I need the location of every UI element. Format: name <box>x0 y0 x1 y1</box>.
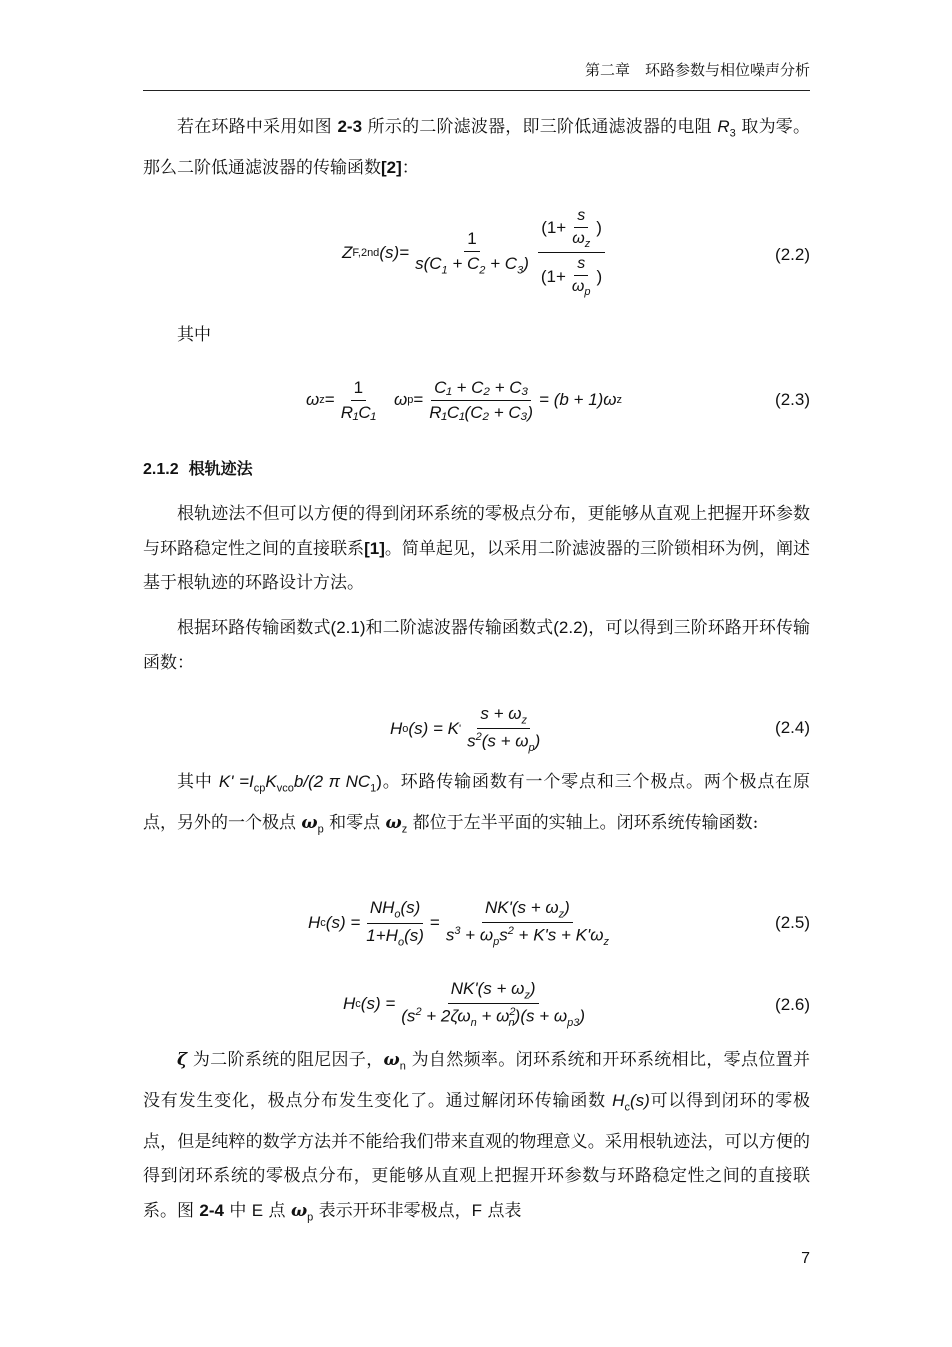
eq22-lhs-sub: F,2nd <box>352 246 380 259</box>
cite-1: [1] <box>364 538 385 558</box>
eq-number-2-2: (2.2) <box>775 245 810 264</box>
eq-number-2-4: (2.4) <box>775 718 810 737</box>
eq26-frac: $\frac{NK'(s + \omega_z)}{(s^2 + 2\zeta\omega_n + \omega^2_n)(s + \omega_{p3})}$ <box>401 978 586 1030</box>
eq23-frac-1: $\frac{1}{\text{R₁C₁}}$ <box>340 377 376 422</box>
eq-number-2-6: (2.6) <box>775 995 810 1014</box>
section-title: 根轨迹法 <box>188 459 253 478</box>
p1-text-c: 取为零。那么二阶低通滤波器的传输函数 <box>143 117 811 178</box>
eq22-frac-2 <box>538 207 605 298</box>
eq25-frac-2: $\frac{NK'(s + \omega_z)}{s^3 + \omega_ps^2 + K's + K'\omega_z}$ <box>445 897 609 949</box>
eq25-frac-1: $\frac{NH_o(s)}{1+H_o(s)}$ <box>366 898 424 948</box>
p1-text-a: 若在环路中采用如图 <box>177 117 338 137</box>
fig-ref-2-3: 2-3 <box>337 117 363 136</box>
running-header: 第二章 环路参数与相位噪声分析 <box>584 61 810 79</box>
var-r-sub: 3 <box>729 127 736 140</box>
p1-text-d: ： <box>401 157 419 178</box>
var-r: R <box>717 117 730 136</box>
header-rule <box>143 90 810 91</box>
eq-number-2-5: (2.5) <box>775 913 810 932</box>
cite-2: [2] <box>381 157 402 177</box>
eq22-bottom: (1+ $\frac{s}{\omega_p}$ ) <box>540 255 603 299</box>
page-number: 7 <box>801 1250 810 1267</box>
eq23-frac-2: $\frac{\text{C₁ + C₂ + C₃}}{\text{R₁C₁(C₂ + C₃)}}$ <box>429 377 534 422</box>
paragraph-poles: 其中 $K' =I_{cp}K_{vco}b/(2$ π $NC_1$)。环路传输函数有一个零点和三个极点。两个极点在原点，另外的一个极点 $\omega_p$ 和零点 $\omega_z$ 都位于左半平面的实轴上。闭环系统传输函数: <box>143 772 811 836</box>
equation-2-2 <box>342 205 608 300</box>
equation-2-6: H c (s) = $\frac{NK'(s + \omega_z)}{(s^2 + 2\zeta\omega_n + \omega^2_n)(s + \omega_{p3})}$ <box>343 975 591 1033</box>
equation-2-5: H c (s) = $\frac{NH_o(s)}{1+H_o(s)}$ = $\frac{NK'(s + \omega_z)}{s^3 + \omega_ps^2 + K's + K'\omega_z}$ <box>308 893 615 953</box>
eq22-lhs: Z <box>342 242 353 262</box>
section-number: 2.1.2 <box>143 461 179 478</box>
eq24-frac: $\frac{s + \omega_z}{s^2(s + \omega_p)}$ <box>467 703 541 755</box>
paragraph-closed-loop: ζ 为二阶系统的阻尼因子，$\omega_n$ 为自然频率。闭环系统和开环系统相比，零点位置并没有发生变化，极点分布发生变化了。通过解闭环传输函数 $H_c(s)$可以得到闭环的零极点，但是纯粹的数学方法并不能给我们带来直观的物理意义。采用根轨迹法，可以方便的得到闭环系统的零极点分布，更能够从直观上把握开环参数与环路稳定性之间的直接联系。图 2-4 中 E 点 $\omega_p$ 表示开环非零极点，F 点表 <box>143 1050 811 1224</box>
p1-text-b: 所示的二阶滤波器，即三阶低通滤波器的电阻 <box>362 117 718 137</box>
eq22-lhs-arg: (s)= <box>379 242 410 262</box>
eq22-top: (1+ $\frac{s}{\omega_z}$ ) <box>538 207 605 253</box>
paragraph-intro <box>143 110 810 185</box>
section-heading <box>143 456 253 479</box>
eq-number-2-3: (2.3) <box>775 390 810 409</box>
paragraph-open-loop: 根据环路传输函数式(2.1)和二阶滤波器传输函数式(2.2)，可以得到三阶环路开环传输函数： <box>143 618 811 673</box>
paragraph-root-locus: 根轨迹法不但可以方便的得到闭环系统的零极点分布，更能够从直观上把握开环参数与环路稳定性之间的直接联系[1]。简单起见，以采用二阶滤波器的三阶锁相环为例，阐述基于根轨迹的环路设计方法。 <box>143 504 811 593</box>
eq22-den: $s(C_1 + C_2 + C_3)$ <box>415 253 529 277</box>
equation-2-3: ω z = $\frac{1}{\text{R₁C₁}}$ ω p = $\frac{\text{C₁ + C₂ + C₃}}{\text{R₁C₁(C₂ + C₃)}}$ = (b + 1)ω z <box>306 377 623 422</box>
eq22-frac-1 <box>412 229 532 276</box>
paragraph-where: 其中 <box>177 325 211 345</box>
eq22-one: 1 <box>464 229 479 252</box>
equation-2-4: H o (s) = K ' $\frac{s + \omega_z}{s^2(s + \omega_p)}$ <box>390 700 546 758</box>
